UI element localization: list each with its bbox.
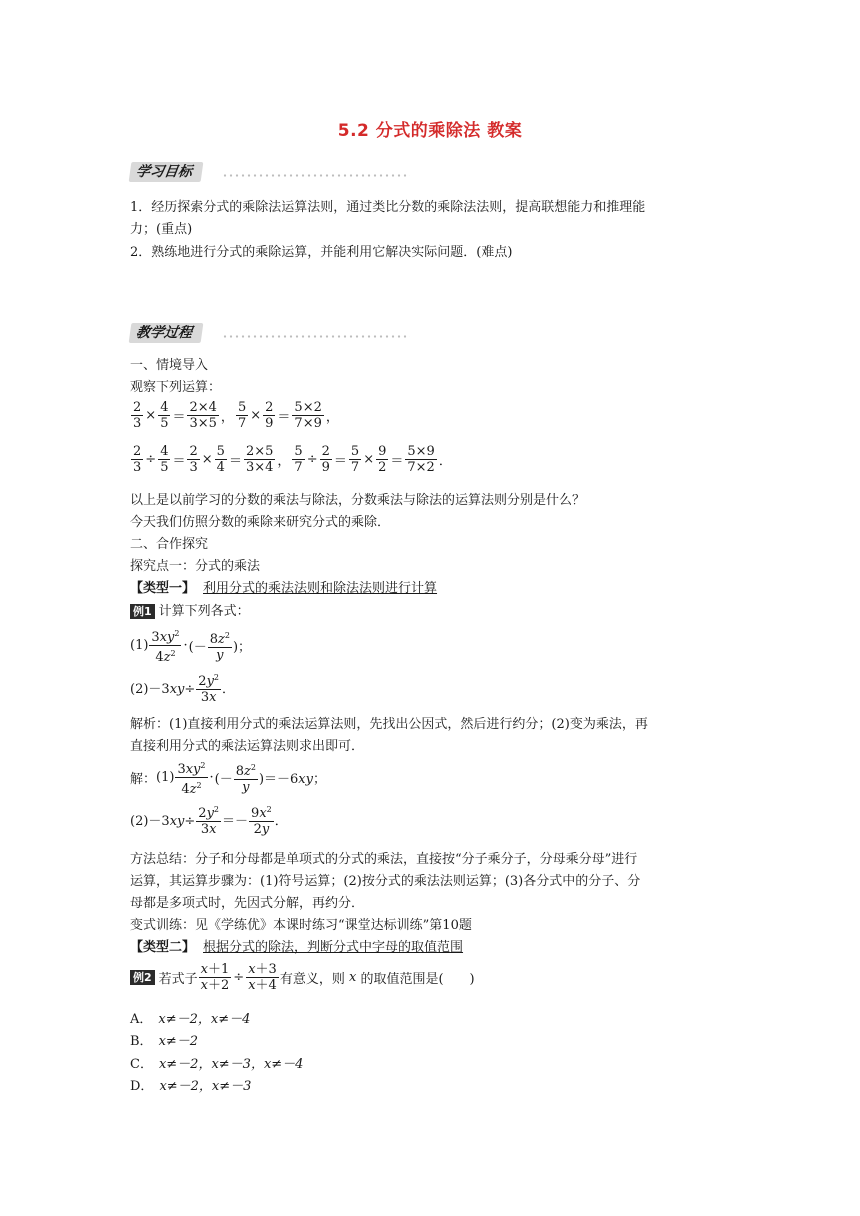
dotted-rule (222, 174, 410, 177)
type-tag: 【类型二】 (130, 940, 196, 955)
example-badge: 例2 (130, 970, 155, 985)
section-header-goals (130, 160, 410, 184)
type-tag: 【类型一】 (130, 581, 196, 596)
option-letter: B． (130, 1034, 153, 1049)
equation-row: $\frac{2}{3}$ × $\frac{4}{5}$ ＝ $\frac{2\times 4}{3\times 5}$ ， $\frac{5}{7}$ × $\frac{2}{9}$ ＝ $\frac{5\times 2}{7\times 9}$ ， (133, 400, 339, 431)
option-a (130, 1011, 745, 1029)
option-text: x≠－2 (158, 1034, 199, 1049)
goal-line: 1．经历探索分式的乘除法运算法则，通过类比分数的乘除法法则，提高联想能力和推理能 (130, 200, 646, 215)
type-text: 根据分式的除法，判断分式中字母的取值范围 (203, 940, 464, 955)
example-badge: 例1 (130, 604, 155, 619)
paragraph: 以上是以前学习的分数的乘法与除法，分数乘法与除法的运算法则分别是什么？ (130, 493, 586, 508)
section-header-process (130, 321, 410, 345)
solution-expression: (2)－3xy÷ $\frac{2y^2}{3x}$ ＝－ $\frac{9x^2}{2y}$ ． (130, 802, 288, 837)
example-heading: 例2 若式子 $\frac{x+1}{x+2}$ ÷ $\frac{x+3}{x+4}$ 有意义，则 x 的取值范围是( ) (130, 962, 475, 993)
option-letter: C． (130, 1057, 153, 1072)
option-text: x≠－2，x≠－3 (159, 1079, 252, 1094)
paragraph: 观察下列运算： (130, 380, 222, 395)
method-line: 运算，其运算步骤为：(1)符号运算；(2)按分式的乘法法则运算；(3)各分式中的分子、分 (130, 874, 641, 889)
example-heading (130, 603, 745, 621)
subheading: 二、合作探究 (130, 537, 209, 552)
dotted-rule (222, 335, 410, 338)
option-d (130, 1078, 745, 1096)
subheading: 一、情境导入 (130, 358, 209, 373)
option-b (130, 1033, 745, 1051)
variant-line: 变式训练：见《学练优》本课时练习“课堂达标训练”第10题 (130, 918, 472, 933)
math-expression: (2)－3xy÷ $\frac{2y^2}{3x}$ ． (130, 670, 235, 705)
option-text: x≠－2，x≠－3，x≠－4 (158, 1057, 304, 1072)
type-heading (130, 580, 745, 598)
paragraph: 今天我们仿照分数的乘除来研究分式的乘除． (130, 515, 391, 530)
example-text: 若式子 (158, 972, 198, 987)
analysis-line: 直接利用分式的乘法运算法则求出即可． (130, 739, 365, 754)
analysis-line: 解析：(1)直接利用分式的乘法运算法则，先找出公因式，然后进行约分；(2)变为乘法，再 (130, 717, 648, 732)
solution-expression: 解： (1) $\frac{3xy^2}{4z^2}$ · (－ $\frac{8z^2}{y}$ )＝－6xy； (130, 758, 326, 797)
section-label: 教学过程 (129, 323, 204, 343)
method-line: 母都是多项式时，先因式分解，再约分． (130, 896, 365, 911)
goal-line: 2．熟练地进行分式的乘除运算，并能利用它解决实际问题．(难点) (130, 245, 513, 260)
option-letter: A． (130, 1012, 153, 1027)
section-label: 学习目标 (129, 162, 204, 182)
example-text: 的取值范围是( ) (360, 972, 475, 987)
equation-row: $\frac{2}{3}$ ÷ $\frac{4}{5}$ ＝ $\frac{2}{3}$ × $\frac{5}{4}$ ＝ $\frac{2\times 5}{3\times 4}$ ， $\frac{5}{7}$ ÷ $\frac{2}{9}$ ＝ $\frac{5}{7}$ × $\frac{9}{2}$ ＝ $\frac{5\times 9}{7\times 2}$ ． (133, 444, 452, 475)
example-text: 有意义，则 (279, 972, 345, 987)
option-c (130, 1056, 745, 1074)
solve-label: 解： (130, 772, 157, 787)
type-text: 利用分式的乘法法则和除法法则进行计算 (203, 581, 438, 596)
document-title: 5.2 分式的乘除法 教案 (337, 121, 523, 141)
method-line: 方法总结：分子和分母都是单项式的分式的乘法，直接按“分子乘分子，分母乘分母”进行 (130, 852, 638, 867)
type-heading (130, 939, 745, 957)
option-text: x≠－2，x≠－4 (158, 1012, 251, 1027)
paragraph: 探究点一：分式的乘法 (130, 559, 261, 574)
math-expression: (1) $\frac{3xy^2}{4z^2}$ · (－ $\frac{8z^2}{y}$ )； (130, 626, 251, 665)
goal-line: 力；(重点) (130, 222, 193, 237)
example-text: 计算下列各式： (158, 604, 250, 619)
option-letter: D． (130, 1079, 154, 1094)
